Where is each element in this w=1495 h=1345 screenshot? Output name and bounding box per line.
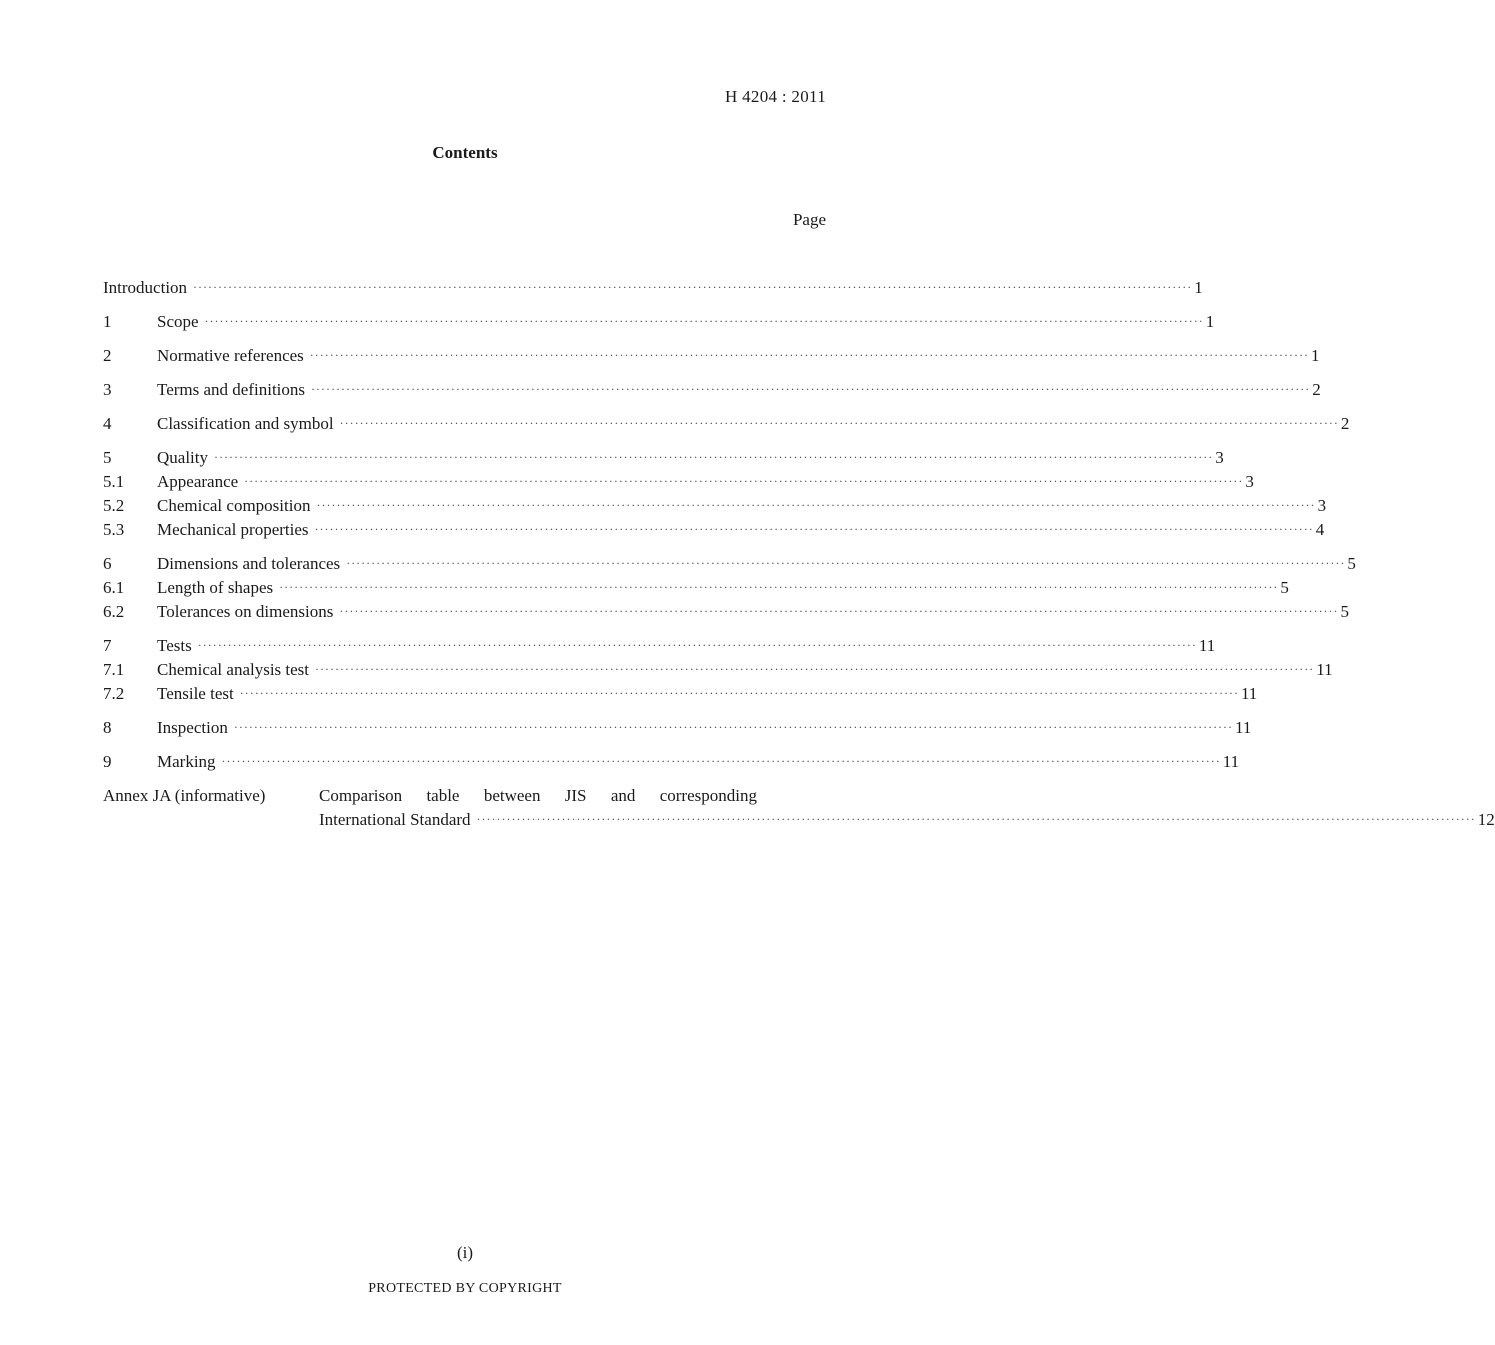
dot-leader: ········································································································································································································ bbox=[214, 450, 1214, 464]
toc-entry-title: Scope bbox=[157, 312, 199, 331]
toc-entry[interactable] bbox=[103, 310, 1215, 334]
dot-leader: ········································································································································································································ bbox=[279, 580, 1279, 594]
dot-leader: ········································································································································································································ bbox=[339, 416, 1339, 430]
toc-entry[interactable] bbox=[103, 470, 1254, 494]
annex-title-word: and bbox=[610, 786, 636, 805]
toc-entry-number: 3 bbox=[103, 380, 112, 399]
dot-leader: ········································································································································································································ bbox=[314, 522, 1314, 536]
toc-entry[interactable] bbox=[103, 344, 1320, 368]
toc-entry-page-number: 11 bbox=[1240, 684, 1258, 703]
toc-entry-title: Marking bbox=[157, 752, 216, 771]
toc-entry-number: 7.2 bbox=[103, 684, 125, 703]
dot-leader: ········································································································································································································ bbox=[233, 720, 1234, 734]
contents-heading: Contents bbox=[432, 143, 498, 162]
toc-entry-number: 1 bbox=[103, 312, 112, 331]
toc-entry-number: 7.1 bbox=[103, 660, 125, 679]
dot-leader: ········································································································································································································ bbox=[239, 686, 1239, 700]
toc-entry-title: Classification and symbol bbox=[157, 414, 334, 433]
toc-entry[interactable] bbox=[103, 600, 1350, 624]
toc-entry-title: Quality bbox=[157, 448, 208, 467]
toc-entry-number: 5 bbox=[103, 448, 112, 467]
annex-page-number: 12 bbox=[1477, 810, 1495, 829]
toc-entry-title: Tests bbox=[157, 636, 192, 655]
toc-entry-title: Inspection bbox=[157, 718, 228, 737]
annex-title-word: JIS bbox=[564, 786, 587, 805]
copyright-notice: PROTECTED BY COPYRIGHT bbox=[368, 1281, 562, 1296]
dot-leader: ········································································································································································································ bbox=[315, 662, 1315, 676]
dot-leader: ········································································································································································································ bbox=[193, 280, 1193, 294]
toc-entry[interactable] bbox=[103, 658, 1333, 682]
toc-entry-page-number: 2 bbox=[1340, 414, 1350, 433]
toc-entry[interactable] bbox=[103, 276, 1203, 300]
toc-entry[interactable] bbox=[103, 576, 1289, 600]
toc-entry[interactable] bbox=[103, 446, 1224, 470]
dot-leader: ········································································································································································································ bbox=[204, 314, 1204, 328]
toc-entry[interactable] bbox=[103, 716, 1252, 740]
annex-entry[interactable] bbox=[103, 784, 1495, 832]
toc-entry[interactable] bbox=[103, 552, 1356, 576]
toc-entry-number: 6 bbox=[103, 554, 112, 573]
toc-entry-title: Mechanical properties bbox=[157, 520, 309, 539]
annex-title-word: table bbox=[426, 786, 460, 805]
toc-entry-page-number: 11 bbox=[1235, 718, 1252, 737]
toc-entry[interactable] bbox=[103, 378, 1321, 402]
dot-leader: ········································································································································································································ bbox=[339, 604, 1339, 618]
toc-entry-page-number: 1 bbox=[1194, 278, 1203, 297]
toc-entry-title: Introduction bbox=[103, 278, 188, 297]
toc-entry[interactable] bbox=[103, 494, 1327, 518]
toc-entry-page-number: 2 bbox=[1312, 380, 1321, 399]
toc-entry-page-number: 11 bbox=[1316, 660, 1333, 679]
toc-entry-page-number: 3 bbox=[1245, 472, 1254, 491]
toc-entry-page-number: 5 bbox=[1340, 602, 1350, 621]
dot-leader: ········································································································································································································ bbox=[346, 556, 1346, 570]
toc-entry-title: Tolerances on dimensions bbox=[157, 602, 334, 621]
toc-entry-title: Tensile test bbox=[157, 684, 234, 703]
toc-entry-number: 6.2 bbox=[103, 602, 125, 621]
toc-entry-number: 4 bbox=[103, 414, 112, 433]
toc-entry-number: 5.3 bbox=[103, 520, 125, 539]
document-identifier: H 4204 : 2011 bbox=[724, 87, 826, 106]
annex-title-line2: International Standard bbox=[319, 810, 471, 829]
toc-entry[interactable] bbox=[103, 412, 1350, 436]
annex-title-word: between bbox=[483, 786, 541, 805]
page-number: (i) bbox=[456, 1243, 474, 1262]
toc-entry-page-number: 3 bbox=[1215, 448, 1224, 467]
toc-entry-title: Appearance bbox=[157, 472, 239, 491]
toc-entry-number: 2 bbox=[103, 346, 112, 365]
toc-entry-page-number: 1 bbox=[1205, 312, 1215, 331]
toc-entry-title: Terms and definitions bbox=[157, 380, 306, 399]
annex-title-line1 bbox=[319, 784, 809, 808]
toc-entry-title: Dimensions and tolerances bbox=[157, 554, 341, 573]
dot-leader: ········································································································································································································ bbox=[311, 382, 1311, 396]
dot-leader: ········································································································································································································ bbox=[244, 474, 1244, 488]
toc-entry-page-number: 1 bbox=[1311, 346, 1320, 365]
dot-leader: ········································································································································································································ bbox=[197, 638, 1197, 652]
annex-label: Annex JA (informative) bbox=[103, 786, 266, 805]
dot-leader: ········································································································································································································ bbox=[316, 498, 1316, 512]
toc-entry-page-number: 5 bbox=[1347, 554, 1356, 573]
toc-entry-title: Chemical analysis test bbox=[157, 660, 310, 679]
toc-entry-title: Normative references bbox=[157, 346, 304, 365]
toc-entry-page-number: 5 bbox=[1280, 578, 1289, 597]
dot-leader: ········································································································································································································ bbox=[476, 812, 1476, 826]
toc-entry-number: 5.1 bbox=[103, 472, 125, 491]
toc-entry-number: 9 bbox=[103, 752, 112, 771]
toc-entry-page-number: 11 bbox=[1198, 636, 1216, 655]
dot-leader: ········································································································································································································ bbox=[309, 348, 1309, 362]
annex-title-word: corresponding bbox=[659, 786, 757, 805]
toc-entry-title: Length of shapes bbox=[157, 578, 274, 597]
toc-entry[interactable] bbox=[103, 518, 1325, 542]
toc-entry[interactable] bbox=[103, 634, 1216, 658]
toc-entry-page-number: 11 bbox=[1222, 752, 1240, 771]
dot-leader: ········································································································································································································ bbox=[221, 754, 1221, 768]
toc-entry-page-number: 4 bbox=[1315, 520, 1325, 539]
page-column-label: Page bbox=[792, 210, 826, 229]
toc-entry-page-number: 3 bbox=[1317, 496, 1327, 515]
toc-entry-number: 5.2 bbox=[103, 496, 125, 515]
toc-entry[interactable] bbox=[103, 750, 1240, 774]
toc-entry-number: 6.1 bbox=[103, 578, 125, 597]
toc-entry[interactable] bbox=[103, 682, 1258, 706]
toc-entry-number: 7 bbox=[103, 636, 112, 655]
annex-title-word: Comparison bbox=[319, 786, 403, 805]
toc-entry-title: Chemical composition bbox=[157, 496, 311, 515]
toc-entry-number: 8 bbox=[103, 718, 112, 737]
table-of-contents bbox=[103, 276, 1495, 832]
